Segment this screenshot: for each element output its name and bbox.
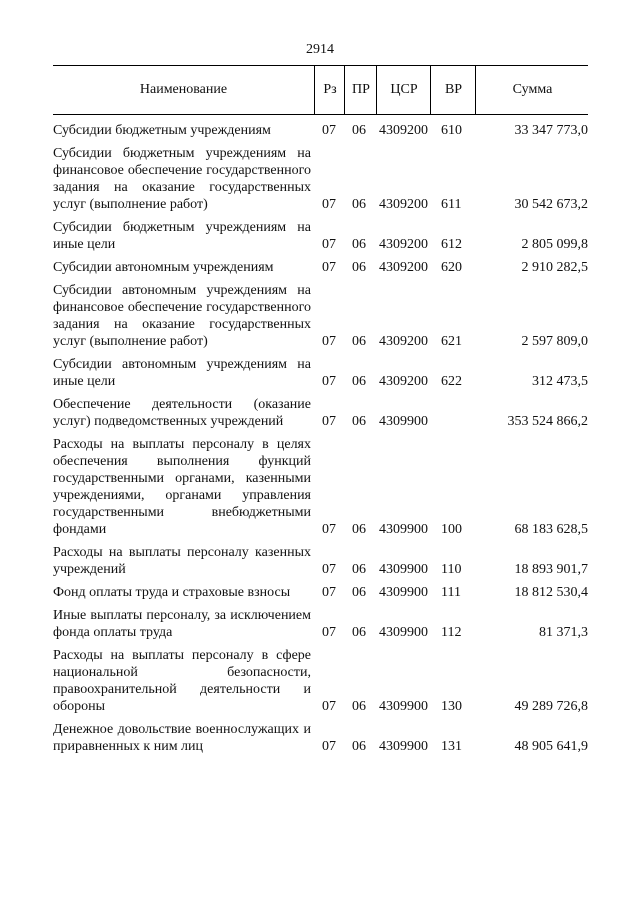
row-pr: 06 (352, 739, 366, 754)
row-csr: 4309900 (379, 739, 428, 754)
table-row (53, 122, 588, 139)
row-sum: 312 473,5 (532, 374, 588, 389)
row-csr: 4309900 (379, 562, 428, 577)
row-csr: 4309200 (379, 374, 428, 389)
row-csr: 4309200 (379, 237, 428, 252)
row-csr: 4309900 (379, 414, 428, 429)
row-rz: 07 (322, 522, 336, 537)
row-csr: 4309900 (379, 522, 428, 537)
row-rz: 07 (322, 625, 336, 640)
table-row (53, 721, 588, 755)
table-row (53, 647, 588, 715)
row-sum: 18 812 530,4 (514, 585, 588, 600)
row-sum: 2 805 099,8 (521, 237, 588, 252)
row-pr: 06 (352, 334, 366, 349)
row-csr: 4309200 (379, 123, 428, 138)
row-pr: 06 (352, 414, 366, 429)
header-vr: ВР (430, 66, 476, 114)
row-vr: 100 (441, 522, 462, 537)
row-sum: 68 183 628,5 (514, 522, 588, 537)
row-vr: 620 (441, 260, 462, 275)
row-name: Иные выплаты персоналу, за исключением фонда оплаты труда (53, 608, 311, 640)
row-sum: 2 910 282,5 (521, 260, 588, 275)
row-rz: 07 (322, 334, 336, 349)
row-vr: 112 (441, 625, 462, 640)
row-pr: 06 (352, 585, 366, 600)
table-row (53, 544, 588, 578)
row-name: Фонд оплаты труда и страховые взносы (53, 585, 291, 600)
row-pr: 06 (352, 197, 366, 212)
row-pr: 06 (352, 625, 366, 640)
row-rz: 07 (322, 739, 336, 754)
row-vr: 131 (441, 739, 462, 754)
row-name: Расходы на выплаты персоналу в целях обеспечения выполнения функций государственными органами, казенными учреждениями, органами управления государственными внебюджетными фондами (53, 437, 311, 537)
row-pr: 06 (352, 374, 366, 389)
row-name: Субсидии автономным учреждениям на иные цели (53, 357, 311, 389)
header-pr: ПР (344, 66, 377, 114)
row-sum: 2 597 809,0 (521, 334, 588, 349)
row-name: Обеспечение деятельности (оказание услуг) подведомственных учреждений (53, 397, 311, 429)
table-row (53, 436, 588, 538)
header-rz: Рз (314, 66, 345, 114)
row-csr: 4309900 (379, 585, 428, 600)
row-rz: 07 (322, 197, 336, 212)
row-vr: 621 (441, 334, 462, 349)
row-csr: 4309200 (379, 260, 428, 275)
row-rz: 07 (322, 414, 336, 429)
row-sum: 30 542 673,2 (514, 197, 588, 212)
row-rz: 07 (322, 237, 336, 252)
table-row (53, 145, 588, 213)
row-rz: 07 (322, 585, 336, 600)
row-name: Субсидии автономным учреждениям на финансовое обеспечение государственного задания на оказание государственных услуг (выполнение работ) (53, 283, 311, 349)
table-header (53, 65, 588, 115)
row-csr: 4309900 (379, 699, 428, 714)
row-name: Субсидии автономным учреждениям (53, 260, 274, 275)
row-vr: 622 (441, 374, 462, 389)
row-rz: 07 (322, 562, 336, 577)
row-rz: 07 (322, 123, 336, 138)
row-sum: 81 371,3 (539, 625, 588, 640)
row-pr: 06 (352, 237, 366, 252)
row-pr: 06 (352, 699, 366, 714)
row-name: Денежное довольствие военнослужащих и приравненных к ним лиц (53, 722, 311, 754)
row-vr: 111 (441, 585, 461, 600)
row-csr: 4309900 (379, 625, 428, 640)
row-vr: 110 (441, 562, 462, 577)
row-sum: 353 524 866,2 (507, 414, 588, 429)
row-vr: 130 (441, 699, 462, 714)
header-name: Наименование (139, 82, 228, 97)
table-row (53, 259, 588, 276)
row-rz: 07 (322, 260, 336, 275)
row-csr: 4309200 (379, 334, 428, 349)
table-row (53, 607, 588, 641)
row-sum: 48 905 641,9 (514, 739, 588, 754)
row-pr: 06 (352, 260, 366, 275)
row-pr: 06 (352, 522, 366, 537)
row-name: Субсидии бюджетным учреждениям на финансовое обеспечение государственного задания на оказание государственных услуг (выполнение работ) (53, 146, 311, 212)
row-name: Субсидии бюджетным учреждениям на иные цели (53, 220, 311, 252)
row-pr: 06 (352, 562, 366, 577)
row-name: Расходы на выплаты персоналу в сфере национальной безопасности, правоохранительной деятельности и обороны (53, 648, 311, 714)
table-row (53, 584, 588, 601)
row-pr: 06 (352, 123, 366, 138)
budget-table (53, 65, 588, 755)
row-rz: 07 (322, 699, 336, 714)
row-name: Субсидии бюджетным учреждениям (53, 123, 271, 138)
row-vr: 611 (441, 197, 462, 212)
header-csr: ЦСР (376, 66, 431, 114)
table-row (53, 396, 588, 430)
table-row (53, 219, 588, 253)
row-sum: 33 347 773,0 (514, 123, 588, 138)
row-sum: 18 893 901,7 (514, 562, 588, 577)
page-number: 2914 (306, 42, 334, 57)
row-csr: 4309200 (379, 197, 428, 212)
row-sum: 49 289 726,8 (514, 699, 588, 714)
table-row (53, 282, 588, 350)
row-rz: 07 (322, 374, 336, 389)
row-name: Расходы на выплаты персоналу казенных учреждений (53, 545, 311, 577)
header-sum: Сумма (475, 66, 589, 114)
table-row (53, 356, 588, 390)
row-vr: 610 (441, 123, 462, 138)
row-vr: 612 (441, 237, 462, 252)
